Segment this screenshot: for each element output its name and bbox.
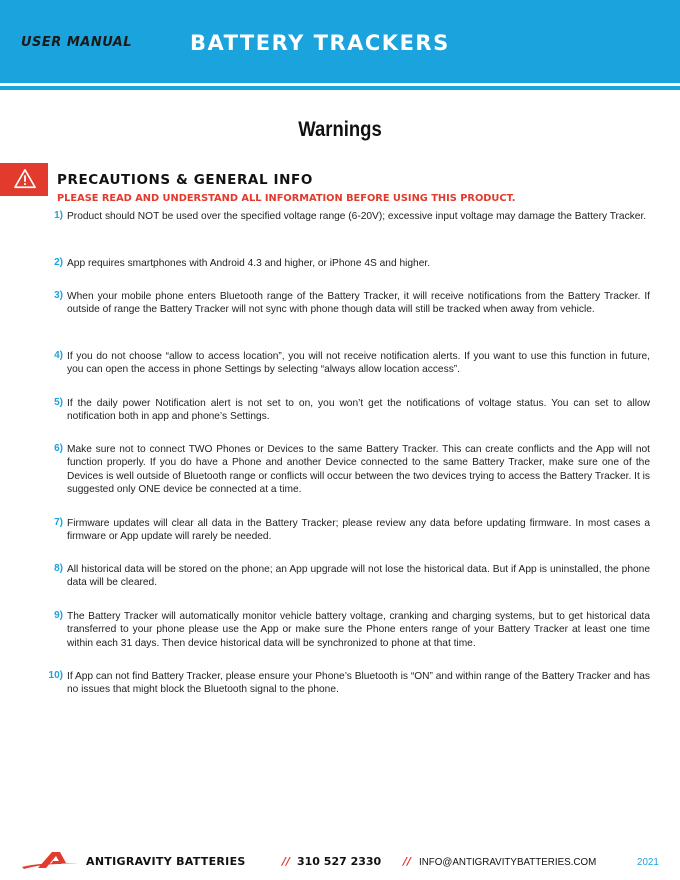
item-text: When your mobile phone enters Bluetooth range of the Battery Tracker, it will receive notifications from the Battery Tracker. If outside of range the Battery Tracker will not sync with phone though data will still be tracked when away from vehicle. [67, 291, 650, 316]
footer-phone: 310 527 2330 [297, 855, 382, 868]
item-text: If you do not choose “allow to access location”, you will not receive notification alerts. If you want to use this function in future, you can open the access in phone Settings by selecting “always allow location access”. [67, 351, 650, 376]
page-title: Warnings [298, 118, 382, 141]
item-text: If App can not find Battery Tracker, please ensure your Phone’s Bluetooth is “ON” and within range of the Battery Tracker and has no issues that might block the Bluetooth signal to the phone. [67, 671, 650, 696]
header-divider [0, 86, 680, 90]
item-text: All historical data will be stored on the phone; an App upgrade will not lose the historical data. But if App is uninstalled, the phone data will be cleared. [67, 564, 650, 589]
footer-year: 2021 [637, 857, 659, 868]
warning-triangle-icon [14, 168, 36, 190]
footer-company: ANTIGRAVITY BATTERIES [86, 855, 246, 868]
item-number: 6) [54, 443, 63, 454]
item-number: 8) [54, 563, 63, 574]
item-number: 10) [48, 670, 63, 681]
item-text: If the daily power Notification alert is not set to on, you won’t get the notifications of voltage status. You can set to allow notification both in app and phone’s Settings. [67, 398, 650, 423]
item-number: 7) [54, 517, 63, 528]
warning-badge [0, 163, 48, 196]
item-text: Product should NOT be used over the specified voltage range (6-20V); excessive input voltage may damage the Battery Tracker. [67, 211, 647, 222]
manual-label: USER MANUAL [21, 35, 133, 50]
item-number: 9) [54, 610, 63, 621]
item-text: App requires smartphones with Android 4.3 and higher, or iPhone 4S and higher. [67, 258, 431, 269]
section-subtitle: PLEASE READ AND UNDERSTAND ALL INFORMATION BEFORE USING THIS PRODUCT. [57, 193, 516, 204]
footer-separator: // [282, 855, 291, 868]
item-number: 3) [54, 290, 63, 301]
item-number: 5) [54, 397, 63, 408]
item-number: 1) [54, 210, 63, 221]
header-bar [0, 0, 680, 83]
antigravity-logo-icon [20, 850, 86, 870]
footer-separator: // [403, 855, 412, 868]
section-title: PRECAUTIONS & GENERAL INFO [57, 172, 313, 188]
footer [20, 850, 670, 872]
item-number: 2) [54, 257, 63, 268]
item-text: The Battery Tracker will automatically monitor vehicle battery voltage, cranking and charging systems, but to get historical data transferred to your phone please use the App or make sure the Phone enters range of your Battery Tracker at least one time within each 31 days. Then device historical data will be synchronized to phone at that time. [67, 611, 650, 649]
header-title: BATTERY TRACKERS [190, 31, 450, 55]
footer-email: INFO@ANTIGRAVITYBATTERIES.COM [419, 857, 597, 868]
item-text: Make sure not to connect TWO Phones or Devices to the same Battery Tracker. This can create conflicts and the App will not function properly. If you do have a Phone and another Device connected to the same Battery Tracker, make sure one of the Devices is well outside of Bluetooth range or conflicts will occur between the two devices trying to access the Battery Tracker. It is suggested only ONE device be connected at a time. [67, 444, 650, 495]
item-text: Firmware updates will clear all data in the Battery Tracker; please review any data before updating firmware. In most cases a firmware or App update will rarely be needed. [67, 518, 650, 543]
item-number: 4) [54, 350, 63, 361]
